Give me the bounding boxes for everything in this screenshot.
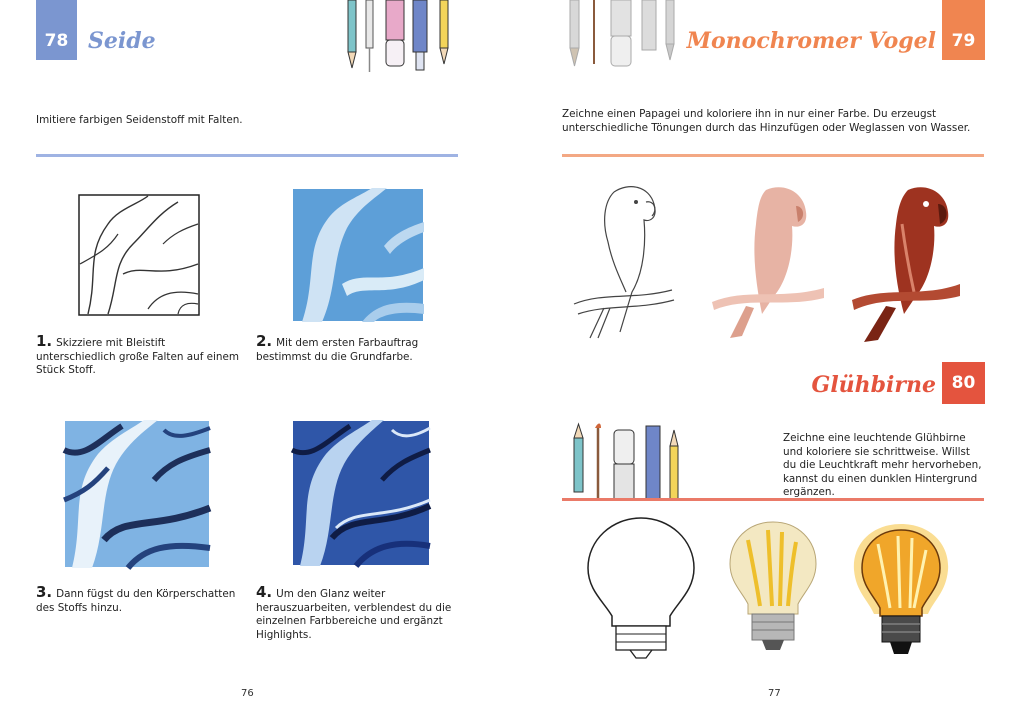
parrot-dark-wash [852, 184, 960, 342]
vogel-rule [562, 154, 984, 157]
badge-80-label: 80 [951, 373, 976, 393]
page-number-badge-78 [36, 0, 77, 60]
birne-rule [562, 498, 984, 501]
badge-79-label: 79 [951, 31, 976, 51]
page-number-right: 77 [768, 688, 781, 699]
badge-78-label: 78 [44, 31, 69, 51]
bulb-sketch [586, 516, 696, 662]
section-title-vogel: Monochromer Vogel [686, 28, 936, 54]
vogel-intro: Zeichne einen Papagei und koloriere ihn in nur einer Farbe. Du erzeugst unterschiedliche Tönungen durch das Hinzufügen oder Weglassen von Wasser. [562, 108, 971, 134]
page-number-badge-80 [942, 362, 985, 404]
parrot-light-wash [712, 184, 824, 338]
parrot-sketch [574, 182, 674, 340]
birne-intro: Zeichne eine leuchtende Glühbirne und koloriere sie schrittweise. Willst du die Leuchtkraft mehr hervorheben, kannst du einen dunklen Hintergrund ergänzen. [783, 432, 982, 498]
section-title-birne: Glühbirne [811, 372, 936, 398]
page-number-badge-79 [942, 0, 985, 60]
silk-watercolor-step-4 [292, 420, 430, 566]
bulb-light-color [728, 520, 818, 662]
page-number-left: 76 [241, 688, 254, 699]
silk-sketch-step-1 [78, 194, 202, 318]
seide-rule [36, 154, 458, 157]
pens-illustration-gray [566, 0, 686, 72]
seide-intro: Imitiere farbigen Seidenstoff mit Falten. [36, 114, 243, 126]
bulb-full-color [848, 518, 954, 664]
silk-watercolor-step-3 [64, 420, 210, 568]
section-title-seide: Seide [88, 28, 156, 54]
pens-illustration-color [570, 424, 690, 500]
step-3-text: 3. Dann fügst du den Körperschatten des Stoffs hinzu. [36, 583, 236, 614]
step-4-text: 4. Um den Glanz weiter herauszuarbeiten, verblendest du die einzelnen Farbbereiche und ergänzt Highlights. [256, 583, 452, 641]
step-2-text: 2. Mit dem ersten Farbauftrag bestimmst du die Grundfarbe. [256, 332, 419, 363]
pens-illustration [340, 0, 460, 78]
silk-watercolor-step-2 [292, 188, 426, 324]
step-1-text: 1. Skizziere mit Bleistift unterschiedlich große Falten auf einem Stück Stoff. [36, 332, 240, 376]
